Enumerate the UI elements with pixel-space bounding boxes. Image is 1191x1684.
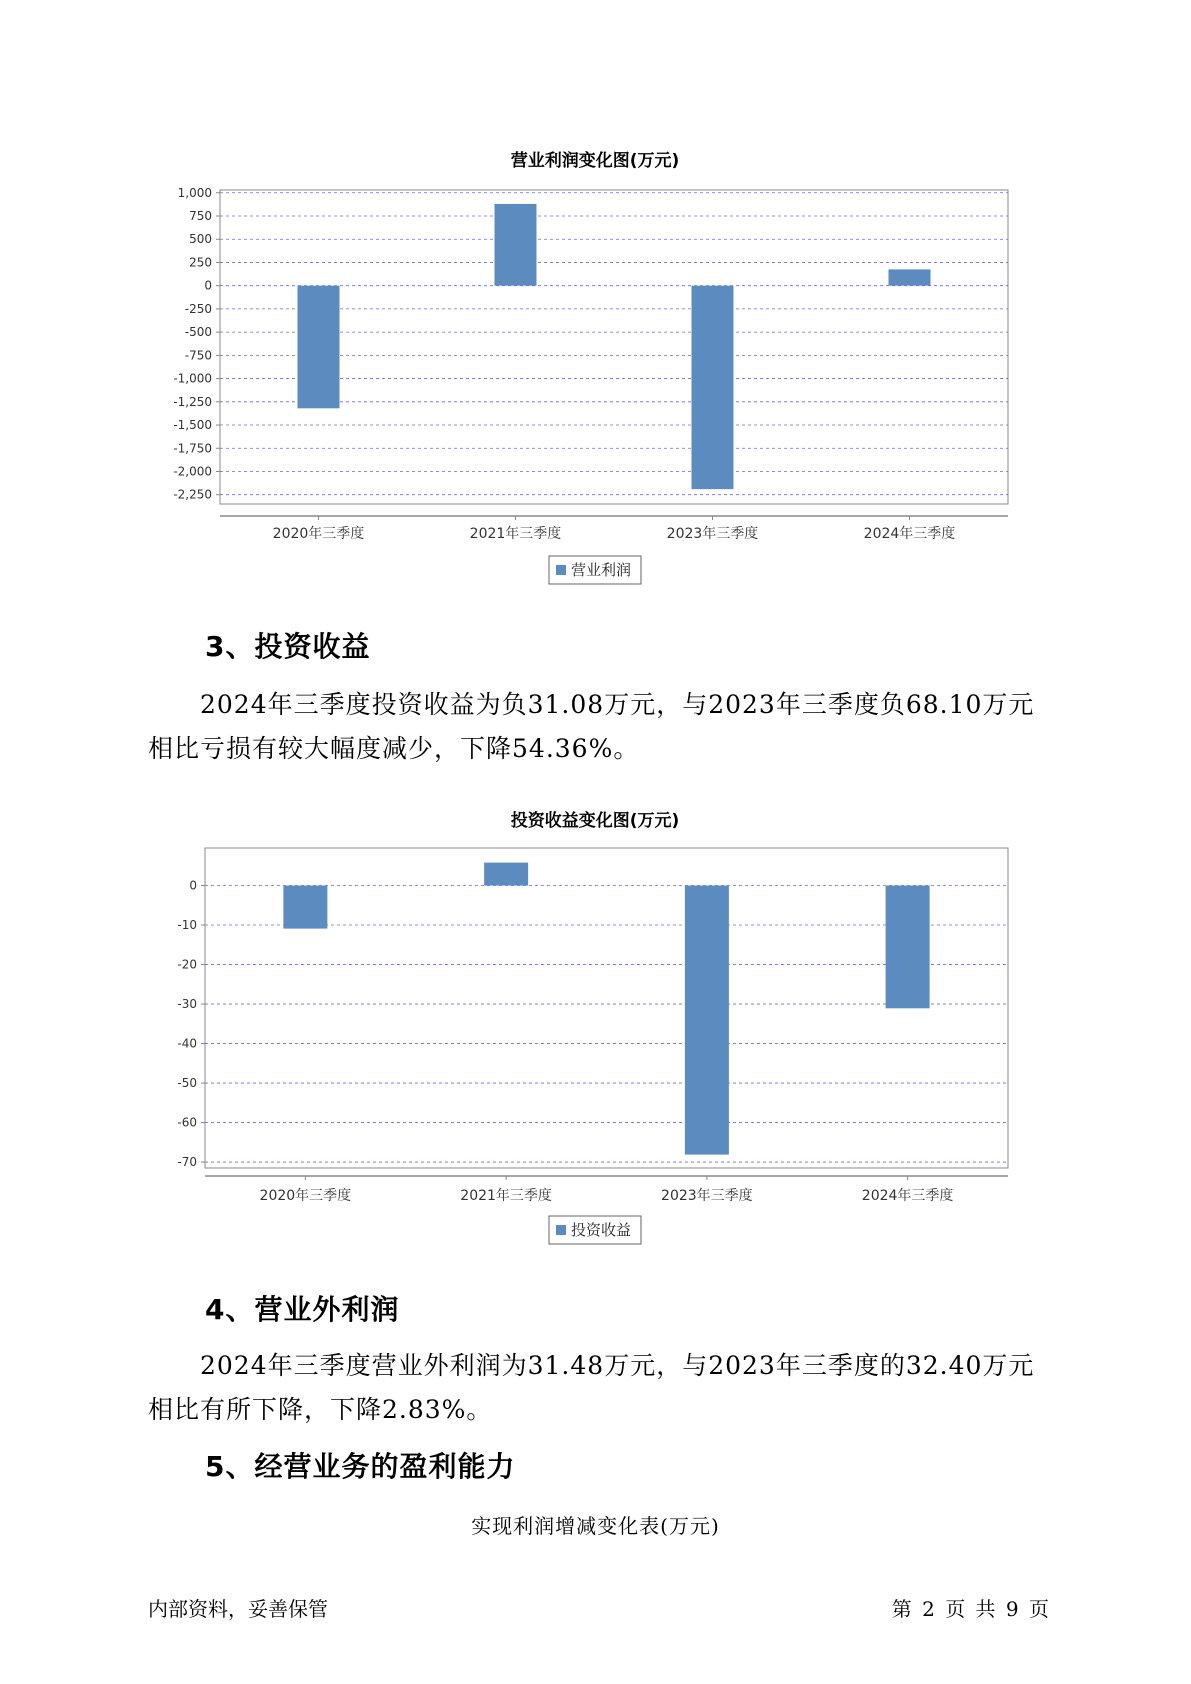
y-tick-label: -50 xyxy=(177,1076,197,1091)
y-tick-label: -10 xyxy=(177,918,197,933)
section-4-line-2: 相比有所下降，下降2.83%。 xyxy=(148,1395,493,1424)
y-tick-label: 500 xyxy=(189,232,212,247)
y-tick-label: -1,750 xyxy=(173,441,212,456)
investment-income-chart xyxy=(0,800,1191,1260)
bar xyxy=(298,286,340,409)
bar xyxy=(283,886,327,929)
x-tick-label: 2024年三季度 xyxy=(861,1188,954,1204)
x-tick-label: 2023年三季度 xyxy=(661,1188,753,1204)
y-tick-label: -2,250 xyxy=(173,487,212,502)
y-tick-label: -60 xyxy=(177,1115,197,1130)
y-tick-label: 250 xyxy=(189,255,212,270)
section-3-paragraph xyxy=(148,683,1048,771)
y-tick-label: 0 xyxy=(189,878,197,893)
legend-label: 营业利润 xyxy=(571,561,632,579)
x-tick-label: 2023年三季度 xyxy=(666,526,759,542)
bar xyxy=(889,269,931,285)
legend-swatch xyxy=(556,565,566,575)
section-3-heading: 3、投资收益 xyxy=(205,630,371,663)
y-tick-label: -30 xyxy=(177,997,197,1012)
y-tick-label: 750 xyxy=(189,209,212,224)
footer-confidential-note: 内部资料，妥善保管 xyxy=(148,1597,328,1621)
footer-page-number: 第 2 页 共 9 页 xyxy=(891,1597,1051,1621)
section-3-line-1: 2024年三季度投资收益为负31.08万元，与2023年三季度负68.10万元 xyxy=(200,690,1035,719)
section-4-line-1: 2024年三季度营业外利润为31.48万元，与2023年三季度的32.40万元 xyxy=(200,1351,1035,1380)
y-tick-label: -70 xyxy=(177,1155,197,1170)
bar xyxy=(685,886,729,1155)
x-tick-label: 2024年三季度 xyxy=(863,526,956,542)
legend-label: 投资收益 xyxy=(571,1221,632,1239)
x-tick-label: 2021年三季度 xyxy=(469,526,562,542)
chart-title: 投资收益变化图(万元) xyxy=(510,811,680,831)
section-5-heading: 5、经营业务的盈利能力 xyxy=(205,1450,516,1483)
chart-title: 营业利润变化图(万元) xyxy=(510,151,680,171)
y-tick-label: -250 xyxy=(184,301,212,316)
section-4-heading: 4、营业外利润 xyxy=(205,1293,400,1326)
bar xyxy=(495,204,537,286)
y-tick-label: -500 xyxy=(184,325,212,340)
operating-profit-chart xyxy=(0,140,1191,600)
x-tick-label: 2020年三季度 xyxy=(259,1188,352,1204)
section-3-line-2: 相比亏损有较大幅度减少，下降54.36%。 xyxy=(148,734,640,763)
y-tick-label: -1,000 xyxy=(173,371,212,386)
table-caption: 实现利润增减变化表(万元) xyxy=(471,1514,720,1538)
y-tick-label: -20 xyxy=(177,957,197,972)
legend-swatch xyxy=(556,1225,566,1235)
section-4-paragraph xyxy=(148,1344,1048,1432)
y-tick-label: 1,000 xyxy=(177,185,212,200)
y-tick-label: -40 xyxy=(177,1036,197,1051)
operating-profit-chart-svg xyxy=(0,140,1191,600)
y-tick-label: -2,000 xyxy=(173,464,212,479)
bar xyxy=(886,886,930,1009)
y-tick-label: 0 xyxy=(204,278,212,293)
x-tick-label: 2020年三季度 xyxy=(272,526,365,542)
bar xyxy=(484,863,528,886)
y-tick-label: -1,250 xyxy=(173,394,212,409)
y-tick-label: -1,500 xyxy=(173,418,212,433)
x-tick-label: 2021年三季度 xyxy=(460,1188,552,1204)
bar xyxy=(692,286,734,489)
investment-income-chart-svg xyxy=(0,800,1191,1260)
y-tick-label: -750 xyxy=(184,348,212,363)
